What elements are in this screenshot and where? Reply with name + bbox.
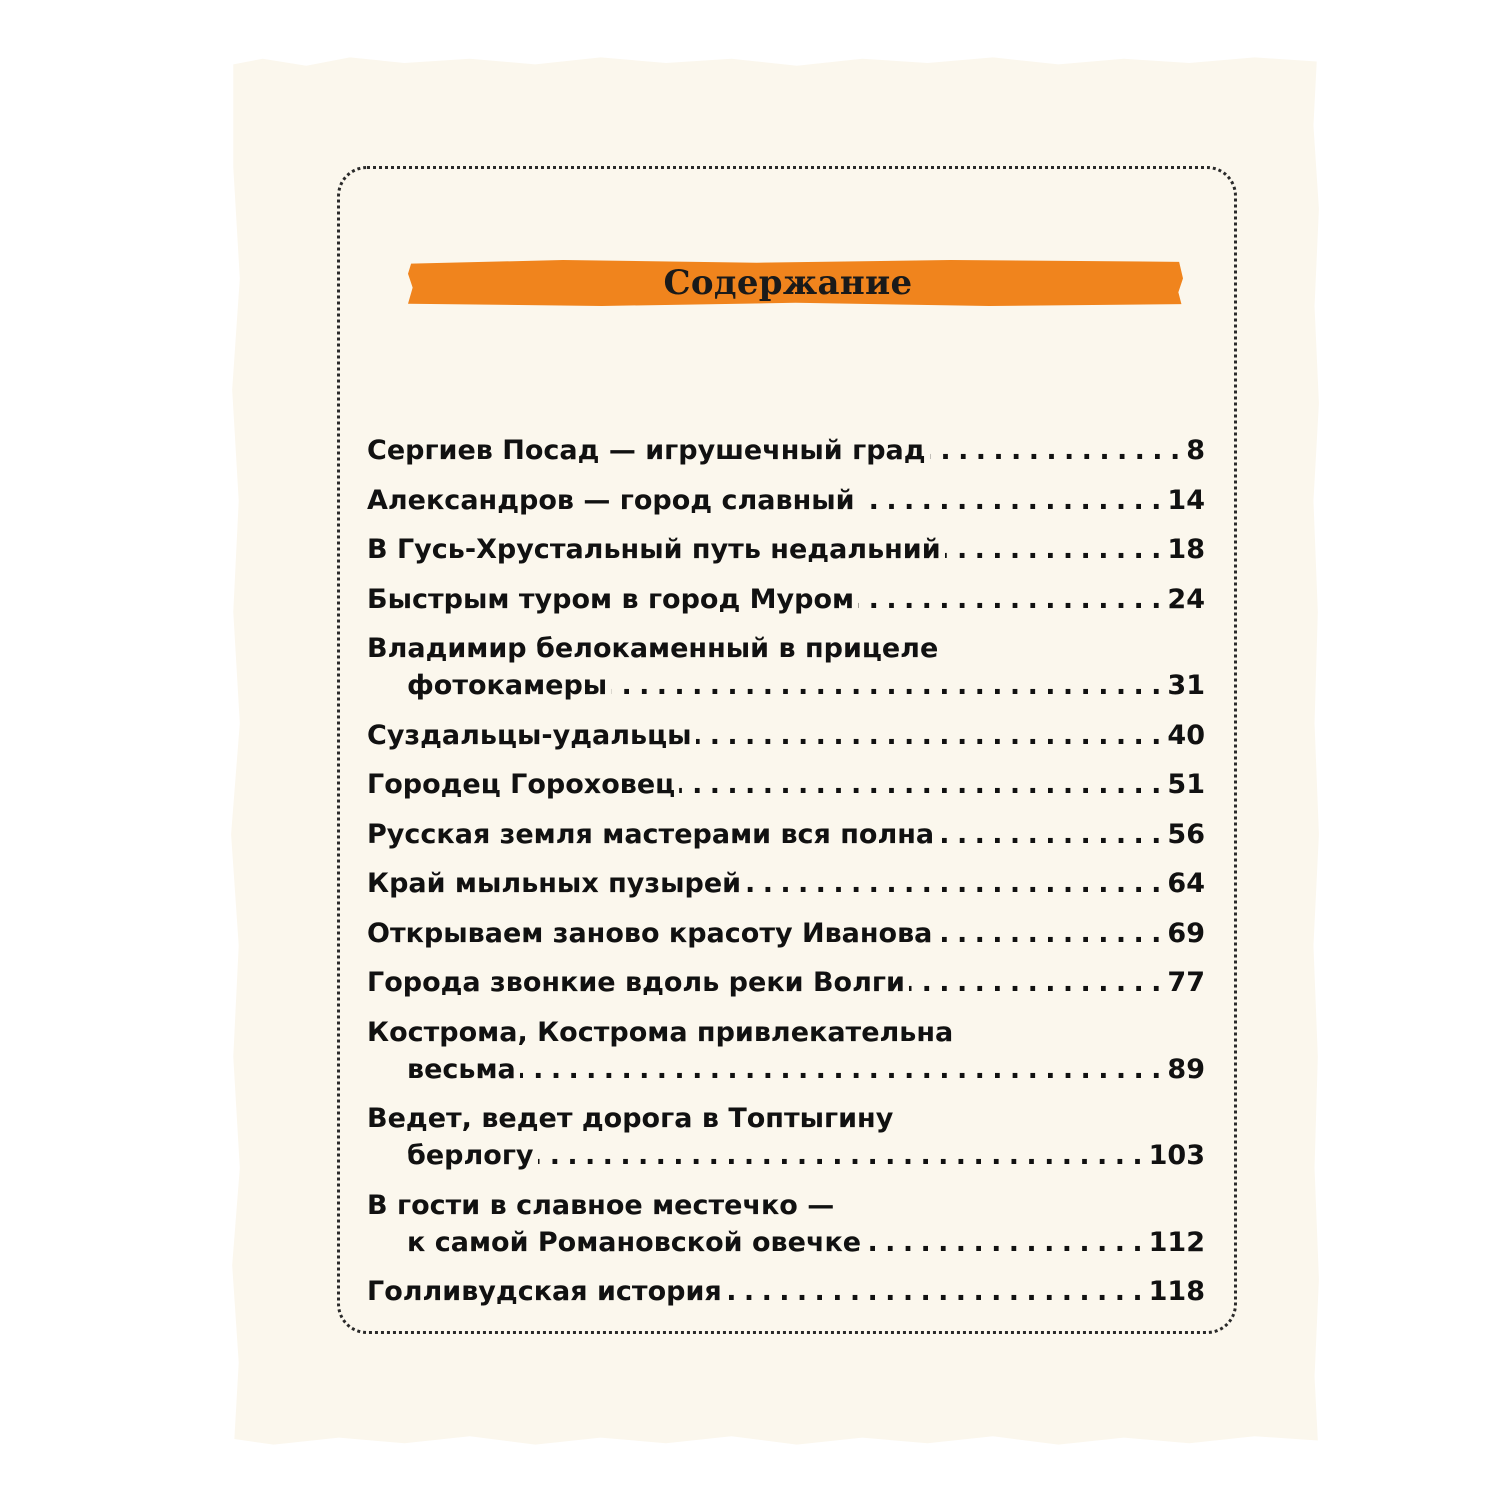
toc-page-number: 40 [1167,719,1205,751]
toc-page-number: 56 [1167,818,1205,850]
toc-entry [367,915,1205,952]
toc-entry-row [367,717,1205,754]
toc-page-number: 8 [1186,435,1205,466]
toc-entry-row [367,432,1205,469]
toc-entry [367,766,1205,803]
toc-entry [367,717,1205,754]
toc-entry-row [367,915,1205,952]
toc-entry [367,1187,1205,1261]
toc-entry-row [367,766,1205,803]
toc-entry [367,1100,1205,1174]
toc-entry [367,816,1205,853]
toc-entry-row [367,816,1205,853]
toc-entry-row [367,1051,1205,1088]
dot-leader [858,581,1161,618]
toc-entry-row [367,531,1205,568]
toc-page-number: 69 [1167,917,1205,949]
toc-entry-row [367,482,1205,519]
dot-leader [938,816,1161,853]
toc-entry-title-line: В гости в славное местечко — [367,1189,835,1221]
toc-entry-row [367,667,1205,704]
toc-entry-row [367,1273,1205,1310]
dot-leader [909,964,1162,1001]
toc-page-number: 112 [1148,1226,1205,1258]
toc-entry [367,531,1205,568]
toc-entry-title-line: весьма [407,1053,516,1085]
toc-entry [367,964,1205,1001]
table-of-contents [367,432,1205,1323]
toc-entry [367,865,1205,902]
toc-entry-title-line: к самой Романовской овечке [407,1226,862,1258]
toc-entry-row [367,581,1205,618]
toc-entry-title-line: Быстрым туром в город Муром [367,583,855,615]
toc-entry-title-line: фотокамеры [407,670,608,701]
toc-page-number: 118 [1148,1276,1205,1307]
toc-page-number: 77 [1167,967,1205,998]
toc-entry [367,581,1205,618]
toc-page-number: 103 [1148,1140,1205,1171]
toc-entry [367,482,1205,519]
toc-entry-title-line: В Гусь-Хрустальный путь недальний [367,534,941,565]
dot-leader [859,482,1162,519]
toc-entry-row [367,865,1205,902]
dot-leader [936,915,1161,952]
dot-leader [945,531,1162,568]
toc-entry [367,432,1205,469]
toc-entry-title-line: Русская земля мастерами вся полна [367,818,935,850]
dot-leader [611,667,1161,704]
toc-entry-title-line: Ведет, ведет дорога в Топтыгину [367,1103,894,1134]
dot-leader [696,717,1162,754]
toc-page-number: 64 [1167,868,1205,899]
dot-leader [930,432,1181,469]
toc-entry-row [367,964,1205,1001]
toc-entry-title-line: берлогу [407,1140,534,1171]
toc-page-number: 18 [1167,534,1205,565]
toc-entry-title-line: Открываем заново красоту Иванова [367,917,933,949]
toc-page-number: 89 [1167,1053,1205,1085]
dot-leader [726,1273,1143,1310]
toc-entry-title-line: Города звонкие вдоль реки Волги [367,967,905,998]
toc-entry-title-line: Голливудская история [367,1276,722,1307]
toc-entry-title-line: Край мыльных пузырей [367,868,742,899]
dot-leader [745,865,1161,902]
toc-entry [367,1014,1205,1088]
toc-page-number: 14 [1167,484,1205,516]
dot-leader [865,1224,1143,1261]
toc-page-number: 24 [1167,583,1205,615]
toc-entry-title-line: Сергиев Посад — игрушечный град [367,435,926,466]
toc-entry-title-line: Владимир белокаменный в прицеле [367,633,939,664]
page-title: Содержание [663,263,913,303]
dot-leader [679,766,1161,803]
toc-entry [367,1273,1205,1310]
toc-page-number: 51 [1167,769,1205,800]
toc-entry-row [367,1137,1205,1174]
toc-page-number: 31 [1167,670,1205,701]
toc-entry-title-line: Суздальцы-удальцы [367,719,692,751]
toc-entry-title-line: Александров — город славный [367,484,855,516]
toc-entry-title-line: Городец Гороховец [367,769,676,800]
toc-entry [367,630,1205,704]
toc-entry-row [367,1224,1205,1261]
dot-leader [538,1137,1143,1174]
dot-leader [520,1051,1162,1088]
toc-entry-title-line: Кострома, Кострома привлекательна [367,1016,954,1048]
